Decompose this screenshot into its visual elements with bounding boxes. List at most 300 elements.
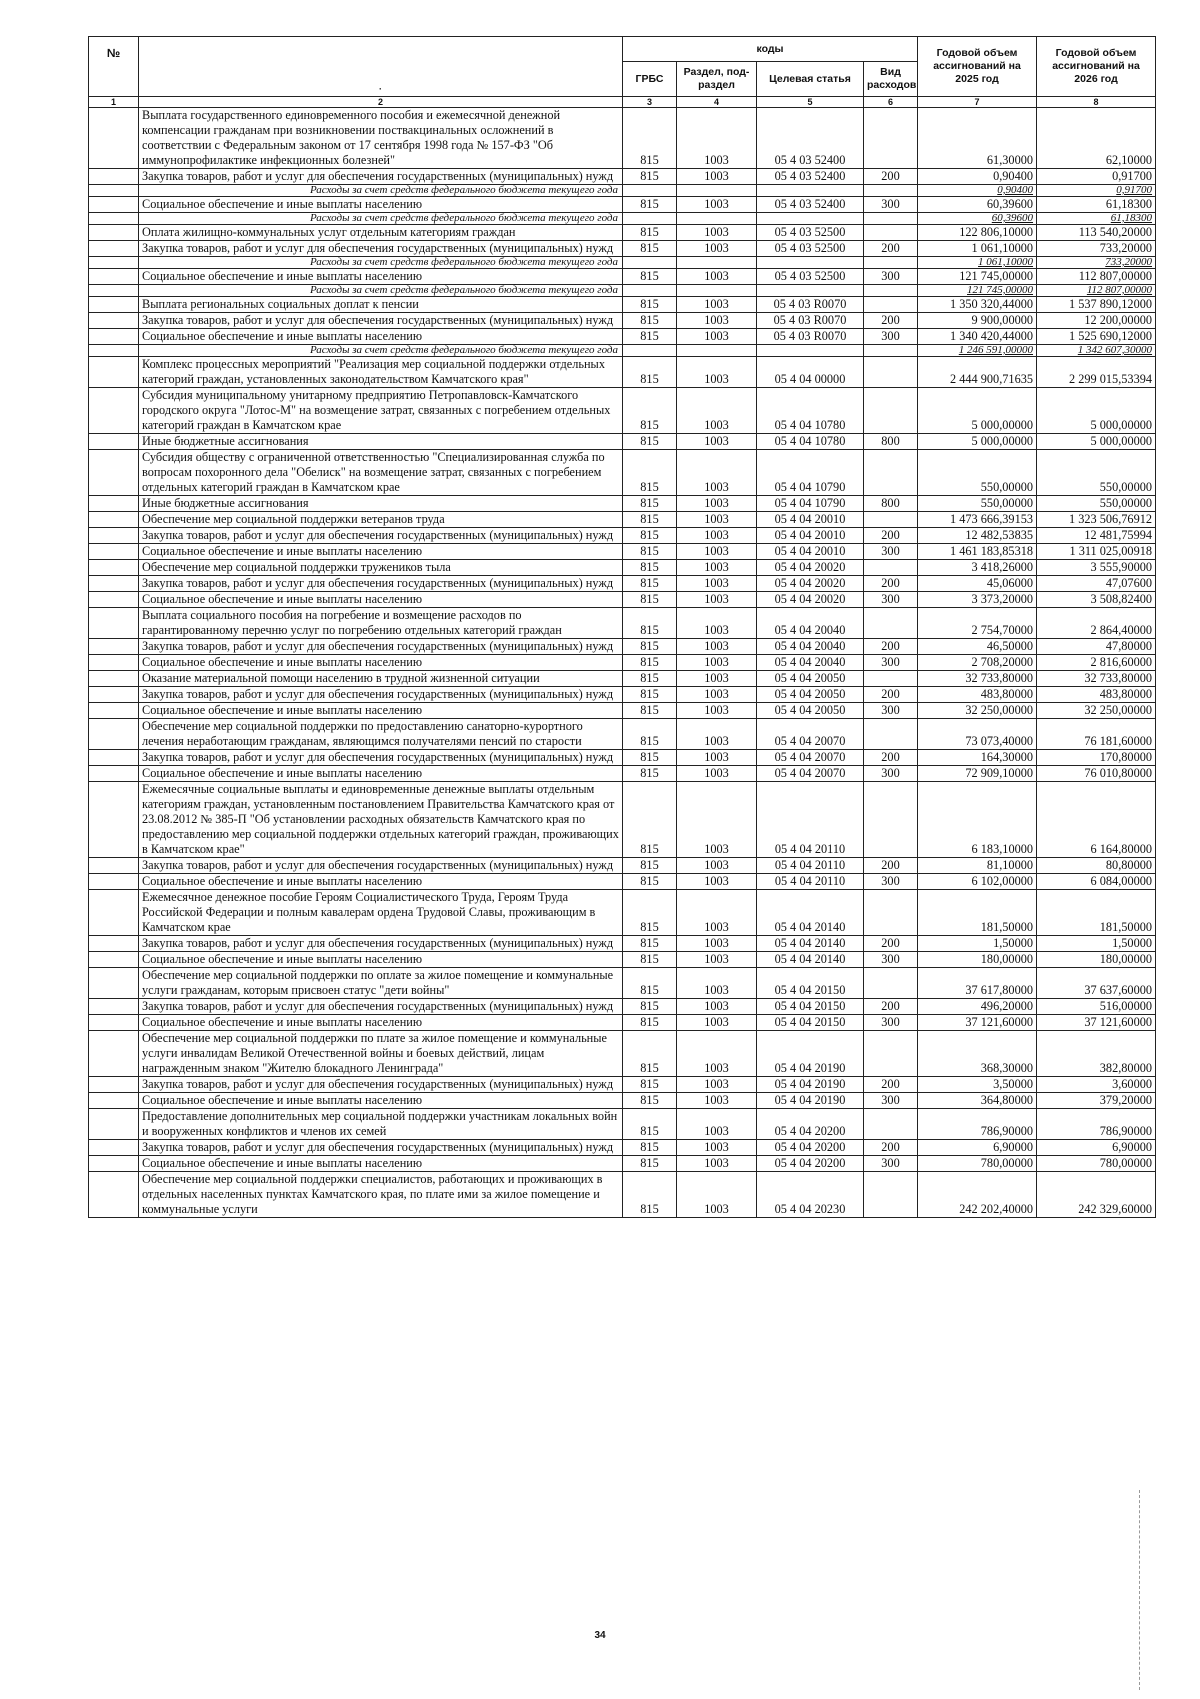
row-number-cell [89, 952, 139, 968]
row-section-cell: 1003 [677, 1093, 757, 1109]
row-2025-cell: 2 708,20000 [918, 655, 1037, 671]
row-2025-cell: 1 246 591,00000 [918, 345, 1037, 357]
row-name-cell: Закупка товаров, работ и услуг для обеспечения государственных (муниципальных) нужд [139, 936, 623, 952]
row-2025-cell: 73 073,40000 [918, 719, 1037, 750]
row-target-cell: 05 4 03 52500 [757, 225, 864, 241]
row-2026-cell: 550,00000 [1037, 450, 1156, 496]
row-target-cell [757, 285, 864, 297]
row-name-cell: Закупка товаров, работ и услуг для обеспечения государственных (муниципальных) нужд [139, 313, 623, 329]
row-number-cell [89, 608, 139, 639]
row-target-cell: 05 4 04 20010 [757, 512, 864, 528]
row-type-cell [864, 560, 918, 576]
table-row [89, 952, 1156, 968]
row-target-cell: 05 4 04 20110 [757, 874, 864, 890]
table-row [89, 1093, 1156, 1109]
row-target-cell: 05 4 03 52500 [757, 269, 864, 285]
table-row [89, 450, 1156, 496]
row-section-cell: 1003 [677, 952, 757, 968]
row-2026-cell: 379,20000 [1037, 1093, 1156, 1109]
row-grbs-cell: 815 [623, 890, 677, 936]
page-number: 34 [594, 1630, 606, 1641]
row-type-cell [864, 345, 918, 357]
row-number-cell [89, 512, 139, 528]
row-number-cell [89, 241, 139, 257]
row-grbs-cell: 815 [623, 1109, 677, 1140]
row-section-cell: 1003 [677, 671, 757, 687]
row-grbs-cell: 815 [623, 1077, 677, 1093]
row-2026-cell: 170,80000 [1037, 750, 1156, 766]
row-type-cell: 300 [864, 766, 918, 782]
table-row [89, 313, 1156, 329]
row-2025-cell: 37 617,80000 [918, 968, 1037, 999]
row-section-cell: 1003 [677, 576, 757, 592]
table-row [89, 560, 1156, 576]
row-2025-cell: 1 461 183,85318 [918, 544, 1037, 560]
row-grbs-cell: 815 [623, 1140, 677, 1156]
row-target-cell: 05 4 04 20020 [757, 592, 864, 608]
row-2026-cell: 112 807,00000 [1037, 269, 1156, 285]
row-type-cell: 200 [864, 1077, 918, 1093]
row-type-cell [864, 671, 918, 687]
row-name-cell: Обеспечение мер социальной поддержки ветеранов труда [139, 512, 623, 528]
table-row [89, 671, 1156, 687]
row-section-cell: 1003 [677, 639, 757, 655]
row-target-cell: 05 4 04 20190 [757, 1077, 864, 1093]
header-index: 1 [89, 97, 139, 108]
row-number-cell [89, 1015, 139, 1031]
row-2026-cell: 382,80000 [1037, 1031, 1156, 1077]
row-type-cell: 200 [864, 169, 918, 185]
row-2026-cell: 2 864,40000 [1037, 608, 1156, 639]
row-section-cell: 1003 [677, 608, 757, 639]
row-section-cell: 1003 [677, 890, 757, 936]
row-2025-cell: 0,90400 [918, 169, 1037, 185]
row-number-cell [89, 329, 139, 345]
budget-allocation-table [88, 36, 1156, 1218]
row-number-cell [89, 185, 139, 197]
row-2026-cell: 0,91700 [1037, 185, 1156, 197]
row-target-cell: 05 4 04 20070 [757, 750, 864, 766]
row-grbs-cell: 815 [623, 592, 677, 608]
row-2026-cell: 47,07600 [1037, 576, 1156, 592]
row-target-cell: 05 4 04 20190 [757, 1093, 864, 1109]
row-grbs-cell: 815 [623, 671, 677, 687]
row-grbs-cell: 815 [623, 528, 677, 544]
row-grbs-cell [623, 345, 677, 357]
row-name-cell: Иные бюджетные ассигнования [139, 496, 623, 512]
row-2026-cell: 0,91700 [1037, 169, 1156, 185]
row-2025-cell: 3 373,20000 [918, 592, 1037, 608]
row-name-cell: Закупка товаров, работ и услуг для обеспечения государственных (муниципальных) нужд [139, 750, 623, 766]
row-name-cell: Обеспечение мер социальной поддержки по предоставлению санаторно-курортного лечения неработающим гражданам, являющимся получателями пенсий по старости [139, 719, 623, 750]
row-2025-cell: 1 061,10000 [918, 257, 1037, 269]
row-2026-cell: 6 084,00000 [1037, 874, 1156, 890]
table-row [89, 528, 1156, 544]
table-row [89, 544, 1156, 560]
row-2025-cell: 61,30000 [918, 108, 1037, 169]
header-section: Раздел, под-раздел [677, 62, 757, 97]
row-name-cell: Социальное обеспечение и иные выплаты населению [139, 592, 623, 608]
row-name-cell: Закупка товаров, работ и услуг для обеспечения государственных (муниципальных) нужд [139, 528, 623, 544]
row-target-cell: 05 4 03 R0070 [757, 329, 864, 345]
table-row [89, 388, 1156, 434]
row-number-cell [89, 213, 139, 225]
table-row [89, 1172, 1156, 1218]
row-2026-cell: 5 000,00000 [1037, 434, 1156, 450]
row-type-cell [864, 108, 918, 169]
header-2025: Годовой объем ассигнований на 2025 год [918, 37, 1037, 97]
row-name-cell: Социальное обеспечение и иные выплаты населению [139, 874, 623, 890]
row-section-cell: 1003 [677, 936, 757, 952]
row-number-cell [89, 257, 139, 269]
row-grbs-cell: 815 [623, 968, 677, 999]
row-grbs-cell: 815 [623, 357, 677, 388]
row-target-cell: 05 4 03 52400 [757, 108, 864, 169]
table-row [89, 858, 1156, 874]
row-2026-cell: 6 164,80000 [1037, 782, 1156, 858]
row-name-cell: Обеспечение мер социальной поддержки специалистов, работающих и проживающих в отдельных населенных пунктах Камчатского края, по плате ими за жилое помещение и коммунальные услуги [139, 1172, 623, 1218]
row-type-cell: 200 [864, 576, 918, 592]
row-number-cell [89, 576, 139, 592]
row-number-cell [89, 528, 139, 544]
row-2025-cell: 6,90000 [918, 1140, 1037, 1156]
row-type-cell: 300 [864, 1015, 918, 1031]
row-target-cell: 05 4 04 20140 [757, 890, 864, 936]
row-number-cell [89, 544, 139, 560]
table-row [89, 1015, 1156, 1031]
row-type-cell: 300 [864, 703, 918, 719]
row-section-cell: 1003 [677, 687, 757, 703]
row-grbs-cell: 815 [623, 1031, 677, 1077]
row-grbs-cell: 815 [623, 329, 677, 345]
row-2026-cell: 3,60000 [1037, 1077, 1156, 1093]
row-target-cell: 05 4 04 20010 [757, 544, 864, 560]
row-name-cell: Обеспечение мер социальной поддержки по плате за жилое помещение и коммунальные услуги инвалидам Великой Отечественной войны и боевых действий, лицам награжденным знаком "Жителю блокадного Ленинграда" [139, 1031, 623, 1077]
row-grbs-cell: 815 [623, 297, 677, 313]
row-grbs-cell: 815 [623, 1172, 677, 1218]
row-target-cell: 05 4 04 20200 [757, 1140, 864, 1156]
table-row [89, 576, 1156, 592]
row-2026-cell: 6,90000 [1037, 1140, 1156, 1156]
row-2026-cell: 3 508,82400 [1037, 592, 1156, 608]
row-2025-cell: 164,30000 [918, 750, 1037, 766]
header-codes: коды [623, 37, 918, 62]
row-2025-cell: 60,39600 [918, 197, 1037, 213]
row-2025-cell: 122 806,10000 [918, 225, 1037, 241]
row-section-cell: 1003 [677, 782, 757, 858]
row-name-cell: Социальное обеспечение и иные выплаты населению [139, 703, 623, 719]
row-number-cell [89, 345, 139, 357]
row-number-cell [89, 687, 139, 703]
table-row [89, 703, 1156, 719]
row-name-cell: Социальное обеспечение и иные выплаты населению [139, 952, 623, 968]
row-2025-cell: 12 482,53835 [918, 528, 1037, 544]
row-section-cell: 1003 [677, 750, 757, 766]
row-2026-cell: 733,20000 [1037, 241, 1156, 257]
row-section-cell: 1003 [677, 544, 757, 560]
table-row [89, 687, 1156, 703]
header-index: 5 [757, 97, 864, 108]
row-2025-cell: 1 061,10000 [918, 241, 1037, 257]
row-2026-cell: 32 733,80000 [1037, 671, 1156, 687]
row-2025-cell: 242 202,40000 [918, 1172, 1037, 1218]
row-target-cell: 05 4 04 20050 [757, 671, 864, 687]
row-type-cell [864, 512, 918, 528]
row-number-cell [89, 1031, 139, 1077]
row-2025-cell: 483,80000 [918, 687, 1037, 703]
row-section-cell: 1003 [677, 655, 757, 671]
table-row [89, 655, 1156, 671]
table-row [89, 639, 1156, 655]
row-2026-cell: 516,00000 [1037, 999, 1156, 1015]
row-grbs-cell: 815 [623, 703, 677, 719]
row-type-cell: 800 [864, 496, 918, 512]
row-number-cell [89, 297, 139, 313]
row-2025-cell: 3 418,26000 [918, 560, 1037, 576]
row-grbs-cell: 815 [623, 496, 677, 512]
row-name-cell: Социальное обеспечение и иные выплаты населению [139, 1156, 623, 1172]
row-number-cell [89, 434, 139, 450]
header-number: № [89, 37, 139, 97]
row-target-cell: 05 4 04 20040 [757, 608, 864, 639]
row-type-cell: 200 [864, 999, 918, 1015]
row-type-cell: 300 [864, 592, 918, 608]
row-number-cell [89, 719, 139, 750]
row-type-cell: 200 [864, 750, 918, 766]
row-grbs-cell: 815 [623, 544, 677, 560]
table-row [89, 269, 1156, 285]
row-target-cell: 05 4 04 20040 [757, 655, 864, 671]
row-2025-cell: 6 183,10000 [918, 782, 1037, 858]
row-grbs-cell: 815 [623, 874, 677, 890]
table-row [89, 434, 1156, 450]
row-type-cell [864, 357, 918, 388]
header-index: 3 [623, 97, 677, 108]
row-target-cell: 05 4 03 R0070 [757, 313, 864, 329]
row-2025-cell: 364,80000 [918, 1093, 1037, 1109]
row-name-cell: Расходы за счет средств федерального бюджета текущего года [139, 185, 623, 197]
federal-budget-subrow [89, 213, 1156, 225]
header-index: 6 [864, 97, 918, 108]
row-target-cell [757, 185, 864, 197]
row-2026-cell: 1 525 690,12000 [1037, 329, 1156, 345]
row-number-cell [89, 357, 139, 388]
row-name-cell: Социальное обеспечение и иные выплаты населению [139, 1093, 623, 1109]
row-type-cell: 200 [864, 241, 918, 257]
row-target-cell: 05 4 03 52400 [757, 197, 864, 213]
row-2026-cell: 733,20000 [1037, 257, 1156, 269]
table-row [89, 782, 1156, 858]
row-type-cell: 200 [864, 1140, 918, 1156]
row-name-cell: Закупка товаров, работ и услуг для обеспечения государственных (муниципальных) нужд [139, 1077, 623, 1093]
row-name-cell: Социальное обеспечение и иные выплаты населению [139, 269, 623, 285]
row-number-cell [89, 450, 139, 496]
table-row [89, 108, 1156, 169]
row-section-cell: 1003 [677, 225, 757, 241]
row-2026-cell: 1 342 607,30000 [1037, 345, 1156, 357]
row-number-cell [89, 285, 139, 297]
row-section-cell: 1003 [677, 241, 757, 257]
row-2025-cell: 121 745,00000 [918, 269, 1037, 285]
row-2025-cell: 780,00000 [918, 1156, 1037, 1172]
row-grbs-cell: 815 [623, 450, 677, 496]
row-type-cell: 200 [864, 313, 918, 329]
row-target-cell: 05 4 04 20140 [757, 952, 864, 968]
row-grbs-cell: 815 [623, 719, 677, 750]
row-target-cell: 05 4 04 10780 [757, 388, 864, 434]
row-name-cell: Ежемесячное денежное пособие Героям Социалистического Труда, Героям Труда Российской Федерации и полным кавалерам ордена Трудовой Славы, проживающим в Камчатском крае [139, 890, 623, 936]
row-2026-cell: 786,90000 [1037, 1109, 1156, 1140]
row-number-cell [89, 1109, 139, 1140]
table-row [89, 1140, 1156, 1156]
row-2026-cell: 61,18300 [1037, 213, 1156, 225]
row-2025-cell: 550,00000 [918, 450, 1037, 496]
row-name-cell: Социальное обеспечение и иные выплаты населению [139, 544, 623, 560]
row-section-cell: 1003 [677, 313, 757, 329]
row-type-cell [864, 213, 918, 225]
row-2026-cell: 37 637,60000 [1037, 968, 1156, 999]
row-2026-cell: 12 200,00000 [1037, 313, 1156, 329]
row-type-cell: 200 [864, 936, 918, 952]
row-type-cell [864, 1031, 918, 1077]
row-2026-cell: 76 181,60000 [1037, 719, 1156, 750]
table-row [89, 329, 1156, 345]
row-target-cell: 05 4 04 20070 [757, 766, 864, 782]
row-grbs-cell: 815 [623, 576, 677, 592]
row-target-cell: 05 4 04 20150 [757, 999, 864, 1015]
row-grbs-cell: 815 [623, 936, 677, 952]
table-row [89, 592, 1156, 608]
row-section-cell: 1003 [677, 719, 757, 750]
row-number-cell [89, 1077, 139, 1093]
row-section-cell: 1003 [677, 388, 757, 434]
header-index: 7 [918, 97, 1037, 108]
row-2026-cell: 242 329,60000 [1037, 1172, 1156, 1218]
row-2026-cell: 3 555,90000 [1037, 560, 1156, 576]
row-grbs-cell: 815 [623, 1093, 677, 1109]
row-name-cell: Социальное обеспечение и иные выплаты населению [139, 197, 623, 213]
row-2025-cell: 1 350 320,44000 [918, 297, 1037, 313]
row-section-cell: 1003 [677, 357, 757, 388]
row-section-cell [677, 345, 757, 357]
row-grbs-cell: 815 [623, 639, 677, 655]
row-section-cell [677, 257, 757, 269]
row-section-cell [677, 285, 757, 297]
row-section-cell: 1003 [677, 858, 757, 874]
row-grbs-cell: 815 [623, 560, 677, 576]
row-name-cell: Предоставление дополнительных мер социальной поддержки участникам локальных войн и вооруженных конфликтов и членов их семей [139, 1109, 623, 1140]
row-name-cell: Обеспечение мер социальной поддержки по оплате за жилое помещение и коммунальные услуги гражданам, которым присвоен статус "дети войны" [139, 968, 623, 999]
row-2026-cell: 37 121,60000 [1037, 1015, 1156, 1031]
row-type-cell [864, 890, 918, 936]
row-name-cell: Выплата социального пособия на погребение и возмещение расходов по гарантированному перечню услуг по погребению отдельных категорий граждан [139, 608, 623, 639]
row-grbs-cell: 815 [623, 999, 677, 1015]
row-section-cell: 1003 [677, 496, 757, 512]
row-number-cell [89, 1093, 139, 1109]
row-2025-cell: 1,50000 [918, 936, 1037, 952]
row-target-cell: 05 4 04 20140 [757, 936, 864, 952]
row-target-cell: 05 4 04 20110 [757, 858, 864, 874]
row-2025-cell: 9 900,00000 [918, 313, 1037, 329]
row-2025-cell: 1 473 666,39153 [918, 512, 1037, 528]
row-2026-cell: 5 000,00000 [1037, 388, 1156, 434]
row-section-cell: 1003 [677, 297, 757, 313]
row-type-cell: 300 [864, 952, 918, 968]
row-target-cell: 05 4 04 20040 [757, 639, 864, 655]
row-section-cell: 1003 [677, 874, 757, 890]
row-section-cell: 1003 [677, 197, 757, 213]
federal-budget-subrow [89, 345, 1156, 357]
row-2025-cell: 5 000,00000 [918, 434, 1037, 450]
row-name-cell: Выплата государственного единовременного пособия и ежемесячной денежной компенсации гражданам при возникновении поствакцинальных осложнений в соответствии с Федеральным законом от 17 сентября 1998 года № 157-ФЗ "Об иммунопрофилактике инфекционных болезней" [139, 108, 623, 169]
row-type-cell: 200 [864, 528, 918, 544]
header-index: 4 [677, 97, 757, 108]
table-row [89, 512, 1156, 528]
row-2025-cell: 72 909,10000 [918, 766, 1037, 782]
row-grbs-cell: 815 [623, 388, 677, 434]
row-name-cell: Оказание материальной помощи населению в трудной жизненной ситуации [139, 671, 623, 687]
row-target-cell: 05 4 04 20070 [757, 719, 864, 750]
row-grbs-cell: 815 [623, 952, 677, 968]
row-section-cell: 1003 [677, 1140, 757, 1156]
row-name-cell: Закупка товаров, работ и услуг для обеспечения государственных (муниципальных) нужд [139, 639, 623, 655]
header-index: 8 [1037, 97, 1156, 108]
row-grbs-cell: 815 [623, 269, 677, 285]
row-section-cell: 1003 [677, 528, 757, 544]
row-type-cell: 300 [864, 1156, 918, 1172]
row-type-cell: 300 [864, 329, 918, 345]
row-grbs-cell [623, 285, 677, 297]
row-grbs-cell: 815 [623, 782, 677, 858]
table-header [89, 37, 1156, 108]
header-index: 2 [139, 97, 623, 108]
row-2026-cell: 76 010,80000 [1037, 766, 1156, 782]
row-name-cell: Закупка товаров, работ и услуг для обеспечения государственных (муниципальных) нужд [139, 687, 623, 703]
header-index-row [89, 97, 1156, 108]
table-row [89, 890, 1156, 936]
row-2025-cell: 121 745,00000 [918, 285, 1037, 297]
row-section-cell: 1003 [677, 1172, 757, 1218]
row-name-cell: Социальное обеспечение и иные выплаты населению [139, 329, 623, 345]
row-2025-cell: 0,90400 [918, 185, 1037, 197]
row-name-cell: Субсидия муниципальному унитарному предприятию Петропавловск-Камчатского городского округа "Лотос-М" на возмещение затрат, связанных с погребением отдельных категорий граждан в Камчатском крае [139, 388, 623, 434]
row-number-cell [89, 560, 139, 576]
row-type-cell [864, 225, 918, 241]
row-grbs-cell [623, 257, 677, 269]
row-2026-cell: 12 481,75994 [1037, 528, 1156, 544]
table-row [89, 357, 1156, 388]
row-number-cell [89, 225, 139, 241]
row-number-cell [89, 874, 139, 890]
row-grbs-cell: 815 [623, 225, 677, 241]
row-section-cell: 1003 [677, 450, 757, 496]
row-type-cell: 300 [864, 655, 918, 671]
row-target-cell: 05 4 04 20020 [757, 560, 864, 576]
row-2025-cell: 46,50000 [918, 639, 1037, 655]
table-row [89, 750, 1156, 766]
row-name-cell: Расходы за счет средств федерального бюджета текущего года [139, 257, 623, 269]
row-grbs-cell: 815 [623, 1015, 677, 1031]
table-body [89, 108, 1156, 1218]
row-2025-cell: 3,50000 [918, 1077, 1037, 1093]
table-row [89, 766, 1156, 782]
row-number-cell [89, 968, 139, 999]
row-grbs-cell: 815 [623, 313, 677, 329]
row-2026-cell: 47,80000 [1037, 639, 1156, 655]
row-name-cell: Социальное обеспечение и иные выплаты населению [139, 655, 623, 671]
row-number-cell [89, 703, 139, 719]
row-number-cell [89, 388, 139, 434]
